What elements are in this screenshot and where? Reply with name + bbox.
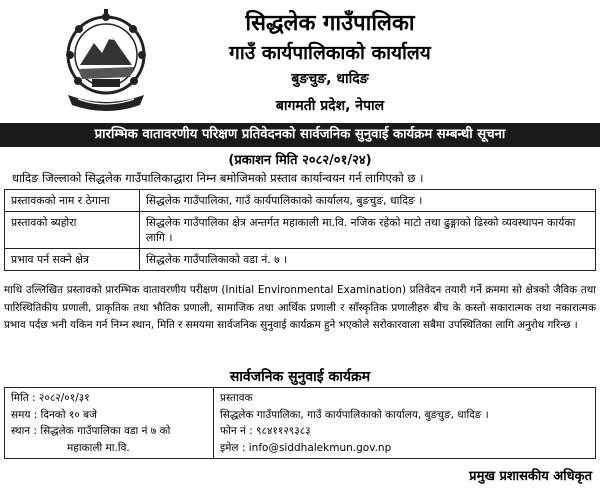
hearing-venue: स्थान : सिद्धलेक गाउँपालिका वडा नं ७ को — [11, 425, 171, 437]
province-country: बागमती प्रदेश, नेपाल — [275, 98, 385, 114]
hearing-table — [4, 387, 596, 459]
office-name: गाउँ कार्यपालिकाको कार्यालय — [229, 42, 431, 64]
hearing-schedule — [5, 388, 214, 459]
publication-date: (प्रकाशन मिति २०८२/०१/२४) — [228, 153, 372, 168]
hearing-date: मिति : २०८२/०१/३१ — [11, 392, 90, 404]
row-label: प्रस्तावको ब्यहोरा — [5, 212, 140, 249]
municipality-name: सिद्धलेक गाउँपालिका — [245, 11, 415, 36]
table-row — [5, 190, 596, 212]
row-value: सिद्धलेक गाउँपालिका क्षेत्र अन्तर्गत महाकाली मा.वि. नजिक रहेको माटो तथा ढुङ्गाको ढिस्को व्यवस्थापन कार्यका लागि । — [140, 212, 596, 249]
proposer-label: प्रस्तावक — [220, 392, 253, 404]
row-value: सिद्धलेक गाउँपालिकाको वडा नं. ७ । — [140, 249, 596, 271]
table-row — [5, 388, 596, 459]
intro-text: धादिङ जिल्लाको सिद्धलेक गाउँपालिकाद्धारा निम्न बमोजिमको प्रस्ताव कार्यान्वयन गर्न लागिएको छ । — [12, 171, 424, 185]
proposer-phone: फोन नं : ९८४११२९३८३ — [220, 425, 311, 437]
hearing-venue-cont: महाकाली मा.वि. — [67, 441, 130, 454]
table-row — [5, 249, 596, 271]
row-label: प्रस्तावकको नाम र ठेगाना — [5, 190, 140, 212]
nepal-government-emblem-icon — [64, 5, 148, 113]
hearing-title: सार्वजनिक सुनुवाई कार्यक्रम — [229, 369, 371, 385]
proposer-name: सिद्धलेक गाउँपालिका, गाउँ कार्यपालिकाको कार्यालय, बुङचुङ, धादिङ । — [220, 408, 489, 421]
hearing-time: समय : दिनको १० बजे — [11, 408, 97, 421]
row-label: प्रभाव पर्न सक्ने क्षेत्र — [5, 249, 140, 271]
proposal-info-table — [4, 189, 596, 271]
body-paragraph: माथि उल्लिखित प्रस्तावको प्रारम्भिक वातावरणीय परीक्षण (Initial Environmental Examination) प्रतिवेदन तयारी गर्ने क्रममा सो क्षेत्रको जैविक तथा पारिस्थितिकीय प्रणाली, प्राकृतिक तथा भौतिक प्रणाली, सामाजिक तथा आर्थिक प्रणाली र साँस्कृतिक प्रणालीहरु बीच के कस्तो सकारात्मक तथा नकारात्मक प्रभाव पर्दछ भनी यकिन गर्न निम्न स्थान, मिति र समयमा सार्वजनिक सुनुवाई कार्यक्रम हुने भएकोले सरोकारवाला सबैमा उपस्थितिका लागि अनुरोध गरिन्छ । — [4, 284, 596, 332]
signature-title: प्रमुख प्रशासकीय अधिकृत — [469, 469, 592, 484]
table-row — [5, 212, 596, 249]
notice-title-banner: प्रारम्भिक वातावरणीय परिक्षण प्रतिवेदनको सार्वजनिक सुनुवाई कार्यक्रम सम्बन्धी सूचना — [0, 123, 600, 147]
office-address: बुङचुङ, धादिङ — [291, 71, 369, 87]
row-value: सिद्धलेक गाउँपालिका, गाउँ कार्यपालिकाको कार्यालय, बुङचुङ, धादिङ । — [140, 190, 596, 212]
proposer-contact — [214, 388, 596, 459]
proposer-email[interactable]: इमेल : info@siddhalekmun.gov.np — [220, 441, 392, 454]
